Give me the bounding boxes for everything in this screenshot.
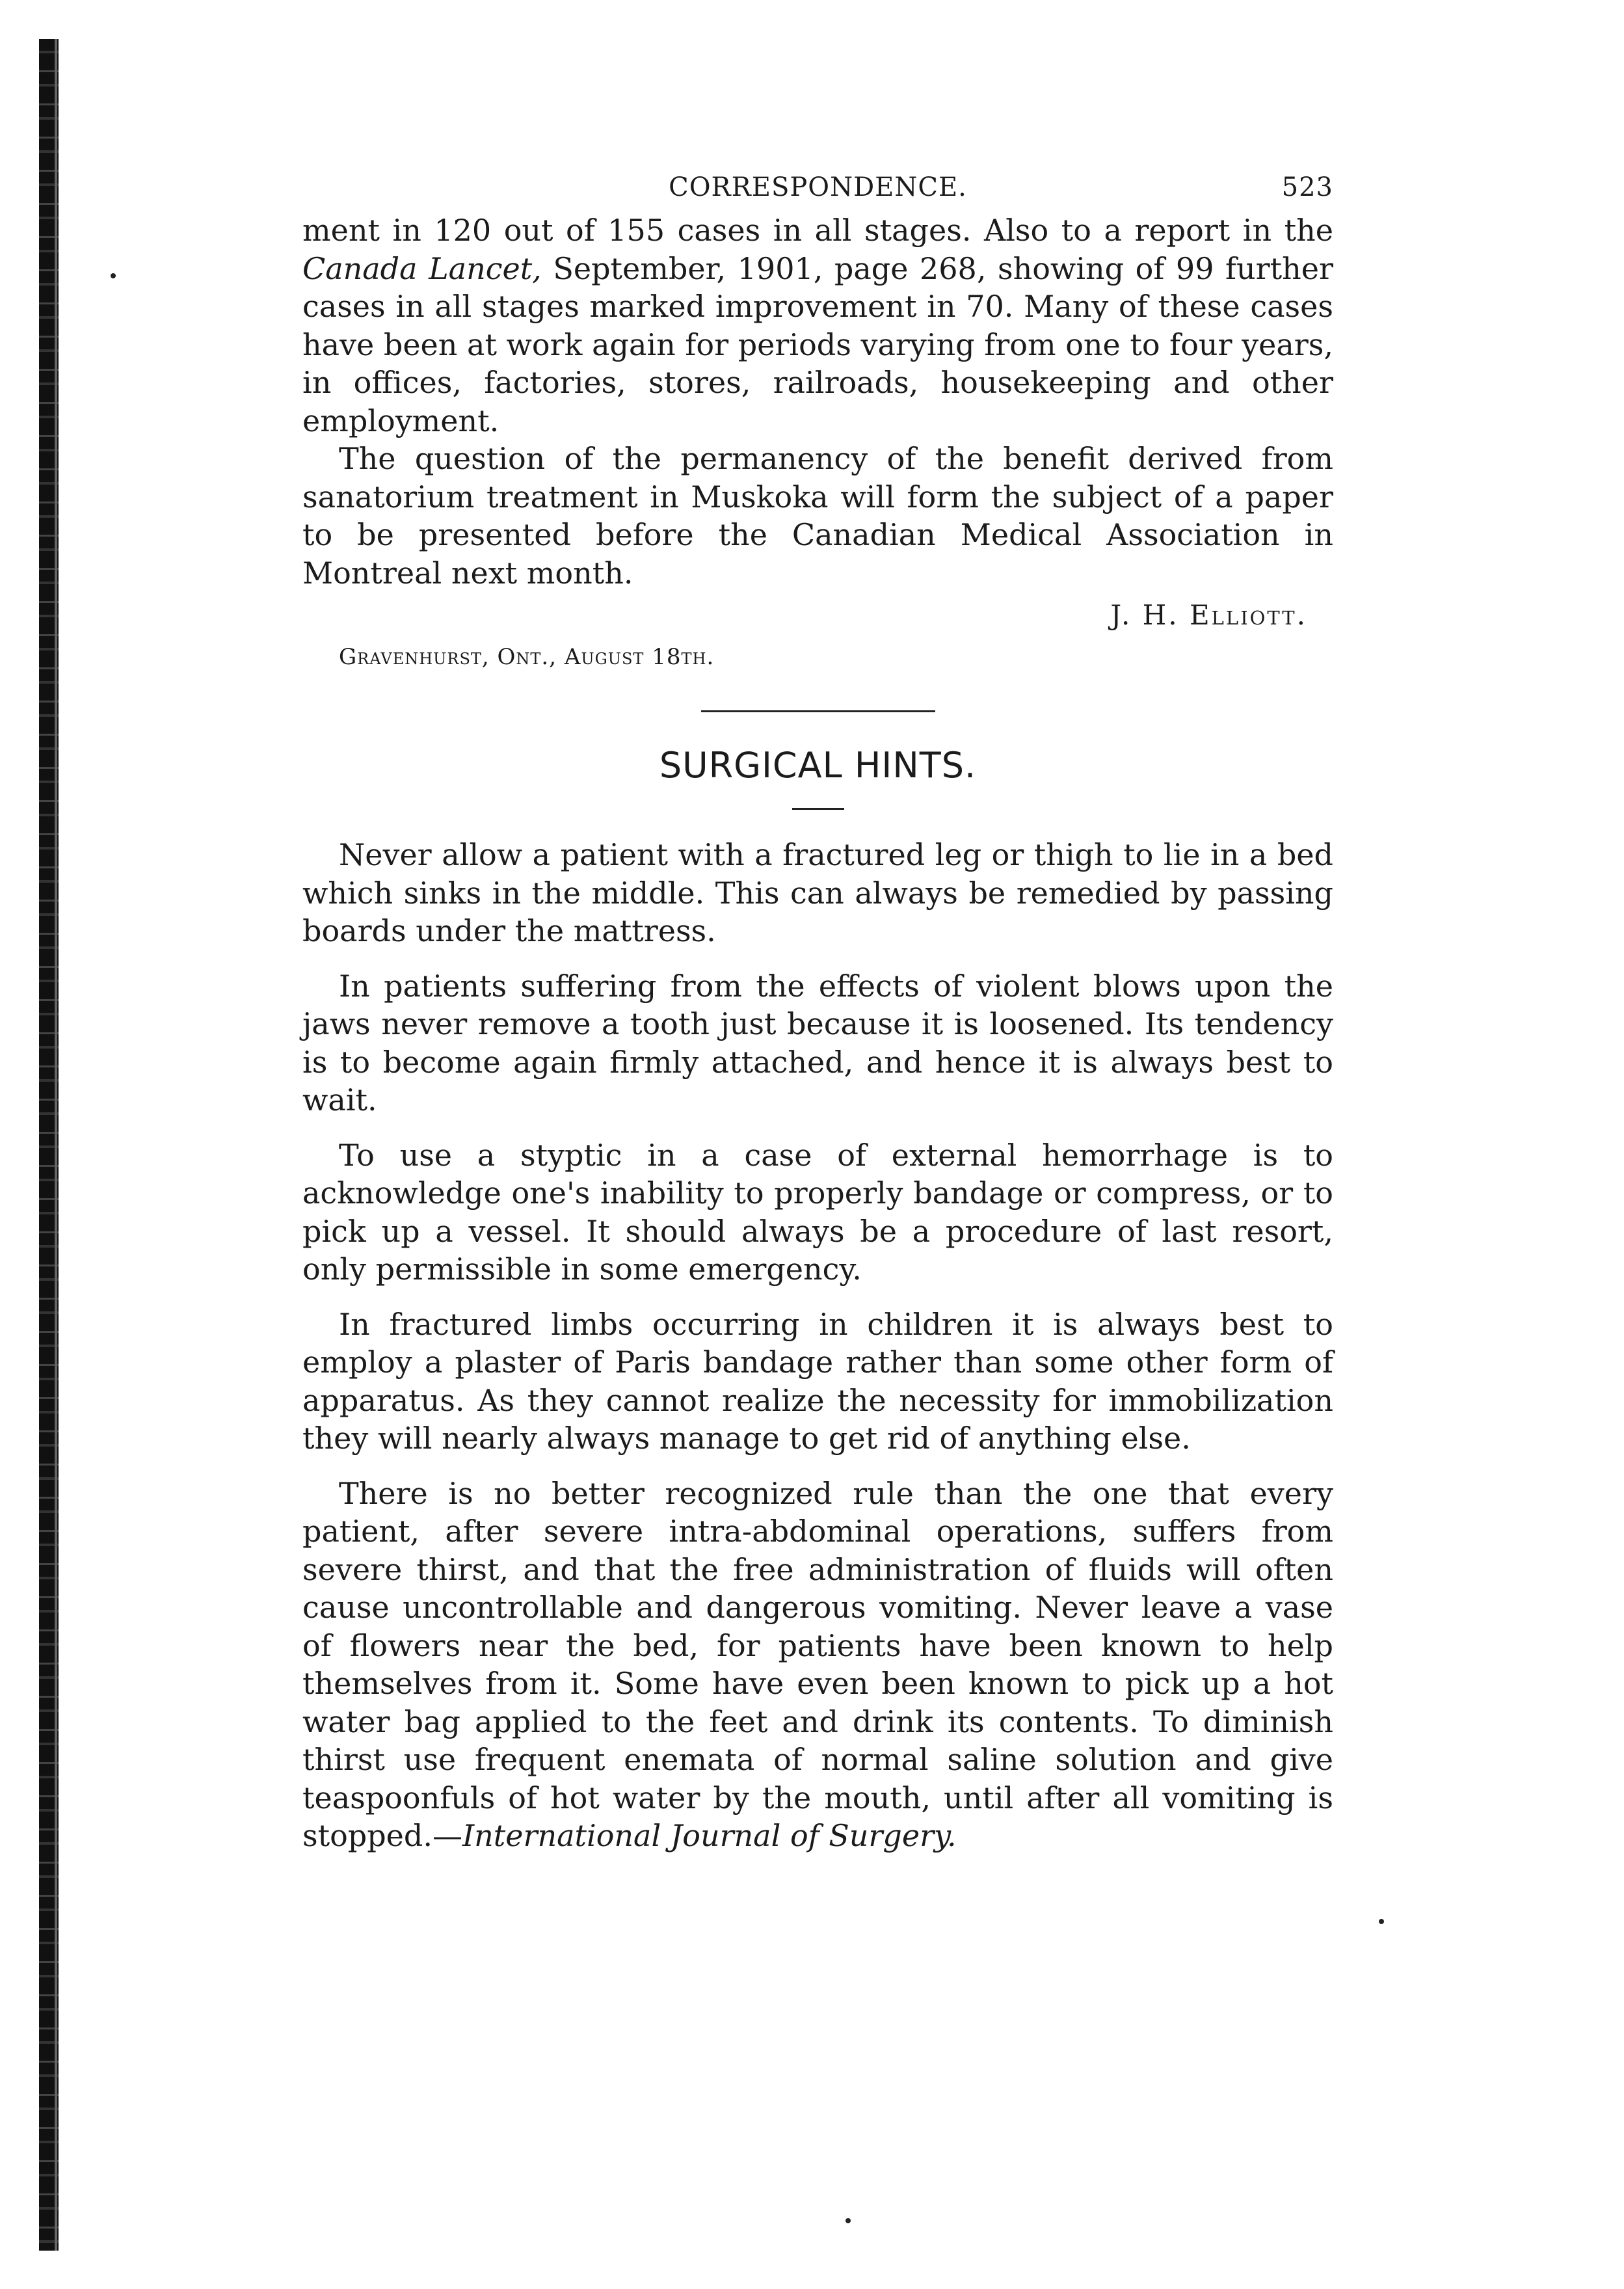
- hint-paragraph: To use a styptic in a case of external hemorrhage is to acknowledge one's inability to properly bandage or compress, or to pick up a vessel. It should always be a procedure of last resort, only permissible in some emergency.: [302, 1137, 1333, 1287]
- correspondence-letter: [302, 211, 1333, 675]
- page-number: 523: [1281, 172, 1333, 202]
- section-title: SURGICAL HINTS.: [659, 745, 977, 786]
- margin-speck: [1379, 1919, 1384, 1924]
- running-title: CORRESPONDENCE.: [669, 172, 967, 202]
- letter-signature: J. H. Elliott.: [1110, 599, 1307, 631]
- running-head: [302, 172, 1333, 211]
- hint-paragraph: There is no better recognized rule than the one that every patient, after severe intra-abdominal operations, suffers from severe thirst, and that the free administration of fluids will often cause uncontrollable and dangerous vomiting. Never leave a vase of flowers near the bed, for patients have been known to help themselves from it. Some have even been known to pick up a hot water bag applied to the feet and drink its contents. To diminish thirst use frequent enemata of normal saline solution and give teaspoonfuls of hot water by the mouth, until after all vomiting is stopped.—International Journal of Surgery.: [302, 1475, 1333, 1853]
- section-divider: [701, 710, 935, 712]
- surgical-hints-list: [302, 836, 1333, 1855]
- letter-paragraph: ment in 120 out of 155 cases in all stages. Also to a report in the Canada Lancet, September, 1901, page 268, showing of 99 further cases in all stages marked improvement in 70. Many of these cases have been at work again for periods varying from one to four years, in offices, factories, stores, railroads, housekeeping and other employment.: [302, 213, 1333, 438]
- journal-page: [302, 172, 1333, 1872]
- hint-paragraph: In patients suffering from the effects of violent blows upon the jaws never remove a tooth just because it is loosened. Its tendency is to become again firmly attached, and hence it is always best to wait.: [302, 968, 1333, 1118]
- hint-paragraph: In fractured limbs occurring in children it is always best to employ a plaster of Paris bandage rather than some other form of apparatus. As they cannot realize the necessity for immobilization they will nearly always manage to get rid of anything else.: [302, 1306, 1333, 1456]
- hint-paragraph: Never allow a patient with a fractured leg or thigh to lie in a bed which sinks in the middle. This can always be remedied by passing boards under the mattress.: [302, 837, 1333, 948]
- margin-speck: [845, 2218, 851, 2223]
- book-binding-edge: [39, 39, 59, 2251]
- journal-title: Canada Lancet,: [302, 250, 542, 286]
- margin-speck: [111, 273, 116, 278]
- letter-paragraph: The question of the permanency of the benefit derived from sanatorium treatment in Muskoka will form the subject of a paper to be presented before the Canadian Medical Association in Montreal next month.: [302, 441, 1333, 591]
- title-rule: [792, 808, 844, 810]
- source-citation: International Journal of Surgery.: [462, 1818, 957, 1853]
- letter-dateline: Gravenhurst, Ont., August 18th.: [339, 644, 715, 670]
